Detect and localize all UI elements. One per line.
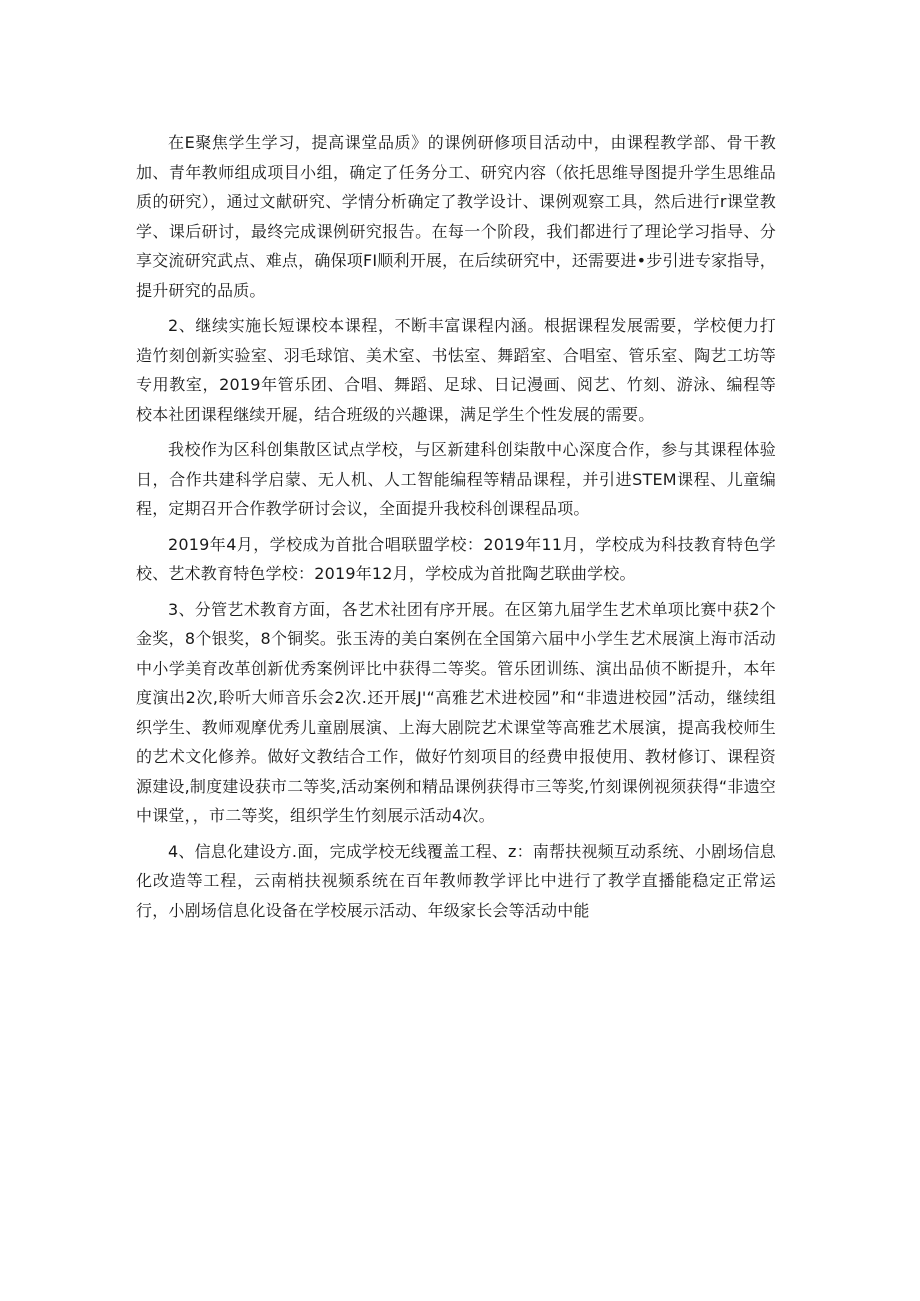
- paragraph-school-courses: 2、继续实施长短课校本课程，不断丰富课程内涵。根据课程发展需要，学校便力打造竹刻创新实验室、羽毛球馆、美术室、书怯室、舞蹈室、合唱室、管乐室、陶艺工坊等专用教室，2019年管乐团、合唱、舞蹈、足球、日记漫画、阅艺、竹刻、游泳、编程等校本社团课程继续开屣，结合班级的兴趣课，满足学生个性发展的需要。: [136, 316, 776, 424]
- paragraph-science-innovation: 我校作为区科创集散区试点学校，与区新建科创柒散中心深度合作，参与其课程体验日，合作共建科学启蒙、无人机、人工智能编程等精品课程，并引进STEM课程、儿童编程，定期召开合作教学研讨会议，全面提升我校科创课程品项。: [136, 440, 776, 518]
- paragraph-course-study: 在E聚焦学生学习，提高课堂品质》的课例研修项目活动中，由课程教学部、骨干教加、青年教师组成项目小组，确定了任务分工、研究内容（依托思维导图提升学生思维品质的研究），通过文献研究、学情分析确定了教学设计、课例观察工具，然后进行r课堂教学、课后研讨，最终完成课例研究报告。在每一个阶段，我们都进行了理论学习指导、分享交流研究武点、难点，确保项FI顺利开展，在后续研究中，还需要进•步引进专家指导，提升研究的品质。: [136, 133, 776, 300]
- document-body: [136, 128, 776, 931]
- paragraph-informatization: 4、信息化建设方.面，完成学校无线覆盖工程、z：南帮扶视频互动系统、小剧场信息化改造等工程，云南梢扶视频系统在百年教师教学评比中进行了教学直播能稳定正常运行，小剧场信息化设备在学校展示活动、年级家长会等活动中能: [136, 841, 776, 920]
- paragraph-honors: 2019年4月，学校成为首批合唱联盟学校：2019年11月，学校成为科技教育特色学校、艺术教育特色学校：2019年12月，学校成为首批陶艺联曲学校。: [136, 534, 776, 583]
- paragraph-art-education: 3、分管艺术教育方面，各艺术社团有序开展。在区第九届学生艺术单项比赛中获2个金奖，8个银奖，8个铜奖。张玉涛的美白案例在全国第六届中小学生艺术展演上海市活动中小学美育改革创新优秀案例评比中获得二等奖。管乐团训练、演出品侦不断提升，本年度演出2次,聆听大师音乐会2次.还开展J'“高雅艺术进校园”和“非遗进校园”活动，继续组织学生、教师观摩优秀儿童剧展演、上海大剧院艺术课堂等高雅艺术展演，提高我校师生的艺术文化修养。做好文教结合工作，做好竹刻项目的经费申报使用、教材修订、课程资源建设,制度建设获市二等奖,活动案例和精品课例获得市三等奖,竹刻课例视须获得“非遗空中课堂，，市二等奖，组织学生竹刻展示活动4次。: [136, 599, 776, 825]
